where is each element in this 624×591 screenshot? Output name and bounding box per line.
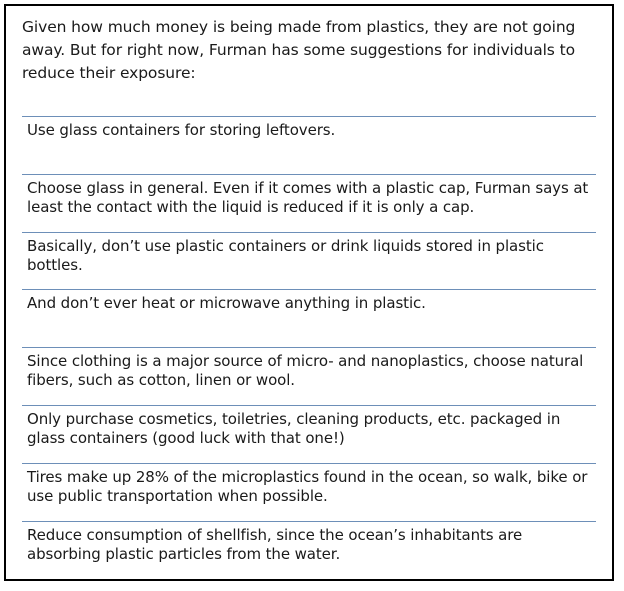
tip-item: Basically, don’t use plastic containers or drink liquids stored in plastic bottles. xyxy=(22,232,596,290)
document-frame xyxy=(4,4,614,581)
tip-item: Choose glass in general. Even if it comes with a plastic cap, Furman says at least the contact with the liquid is reduced if it is only a cap. xyxy=(22,174,596,232)
tip-item: Use glass containers for storing leftovers. xyxy=(22,116,596,174)
tips-list xyxy=(22,116,596,578)
tip-item: Only purchase cosmetics, toiletries, cleaning products, etc. packaged in glass containers (good luck with that one!) xyxy=(22,405,596,463)
tip-item: Reduce consumption of shellfish, since the ocean’s inhabitants are absorbing plastic particles from the water. xyxy=(22,521,596,579)
intro-paragraph: Given how much money is being made from plastics, they are not going away. But for right now, Furman has some suggestions for individuals to reduce their exposure: xyxy=(22,18,576,82)
tip-item: And don’t ever heat or microwave anything in plastic. xyxy=(22,289,596,347)
tip-item: Since clothing is a major source of micro- and nanoplastics, choose natural fibers, such as cotton, linen or wool. xyxy=(22,347,596,405)
tip-item: Tires make up 28% of the microplastics found in the ocean, so walk, bike or use public transportation when possible. xyxy=(22,463,596,521)
